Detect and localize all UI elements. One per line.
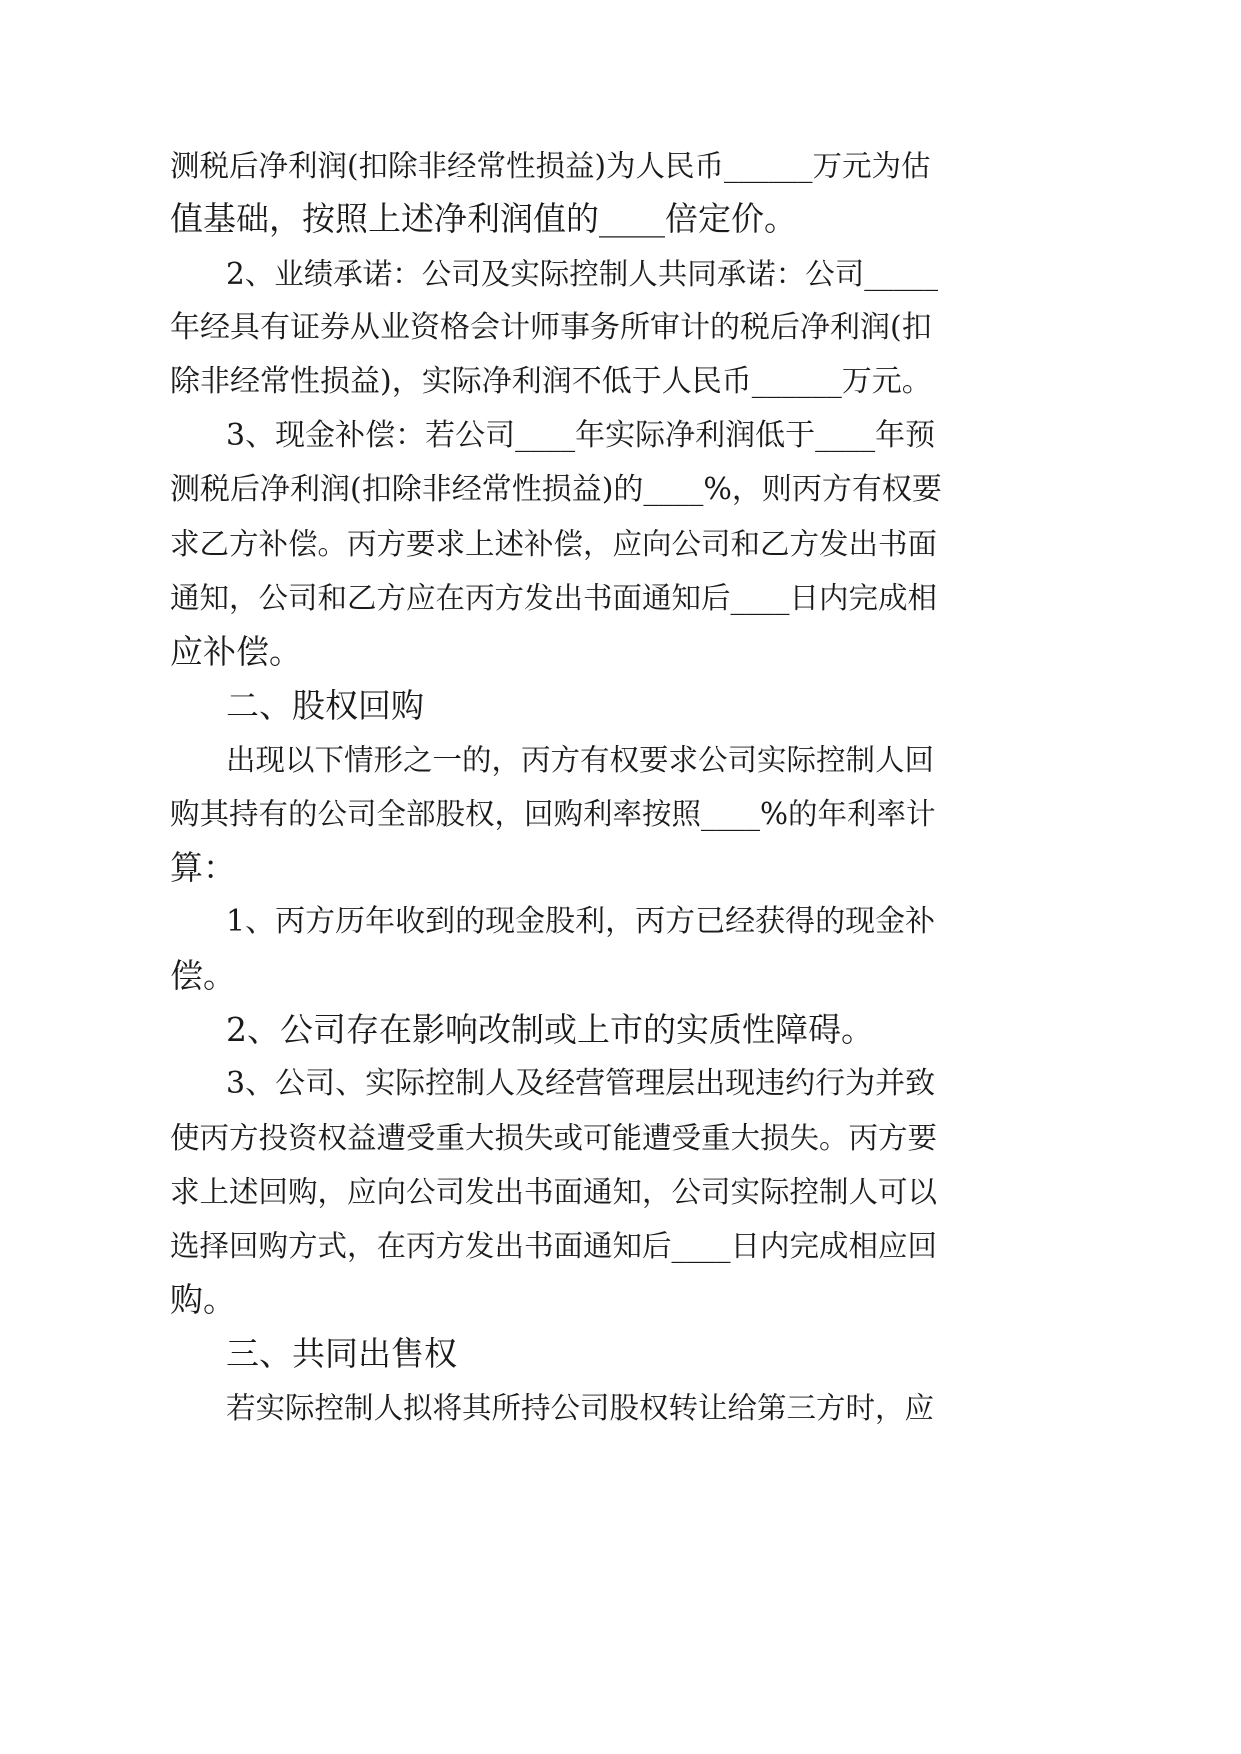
line-text: 使丙方投资权益遭受重大损失或可能遭受重大损失。丙方要 (170, 1121, 938, 1155)
text-line (0, 1376, 1241, 1440)
line-text: 3、公司、实际控制人及经营管理层出现违约行为并致 (226, 1066, 936, 1101)
line-text: 购。 (170, 1280, 236, 1319)
section-heading-text: 二、股权回购 (226, 686, 424, 725)
line-text: 除非经常性损益)，实际净利润不低于人民币______万元。 (170, 364, 932, 399)
line-text: 出现以下情形之一的，丙方有权要求公司实际控制人回 (226, 743, 935, 777)
line-text: 若实际控制人拟将其所持公司股权转让给第三方时，应 (226, 1391, 935, 1425)
line-text: 求乙方补偿。丙方要求上述补偿，应向公司和乙方发出书面 (170, 527, 938, 561)
line-text: 算： (170, 848, 236, 887)
line-text: 3、现金补偿：若公司____年实际净利润低于____年预 (226, 418, 936, 453)
section-heading-text: 三、共同出售权 (226, 1334, 457, 1373)
line-text: 值基础，按照上述净利润值的____倍定价。 (170, 199, 797, 238)
line-text: 应补偿。 (170, 632, 302, 671)
line-text: 通知，公司和乙方应在丙方发出书面通知后____日内完成相 (170, 581, 938, 615)
line-text: 2、业绩承诺：公司及实际控制人共同承诺：公司_____ (226, 257, 939, 291)
line-text: 求上述回购，应向公司发出书面通知，公司实际控制人可以 (170, 1175, 938, 1209)
line-text: 购其持有的公司全部股权，回购利率按照____%的年利率计 (170, 797, 936, 831)
line-text: 偿。 (170, 956, 236, 995)
line-text: 测税后净利润(扣除非经常性损益)的____%，则丙方有权要 (170, 472, 942, 507)
line-text: 选择回购方式，在丙方发出书面通知后____日内完成相应回 (170, 1229, 938, 1263)
line-text: 1、丙方历年收到的现金股利，丙方已经获得的现金补 (226, 904, 936, 939)
line-text: 测税后净利润(扣除非经常性损益)为人民币______万元为估 (170, 149, 931, 183)
line-text: 年经具有证券从业资格会计师事务所审计的税后净利润(扣 (170, 310, 932, 345)
line-text: 2、公司存在影响改制或上市的实质性障碍。 (226, 1010, 874, 1049)
